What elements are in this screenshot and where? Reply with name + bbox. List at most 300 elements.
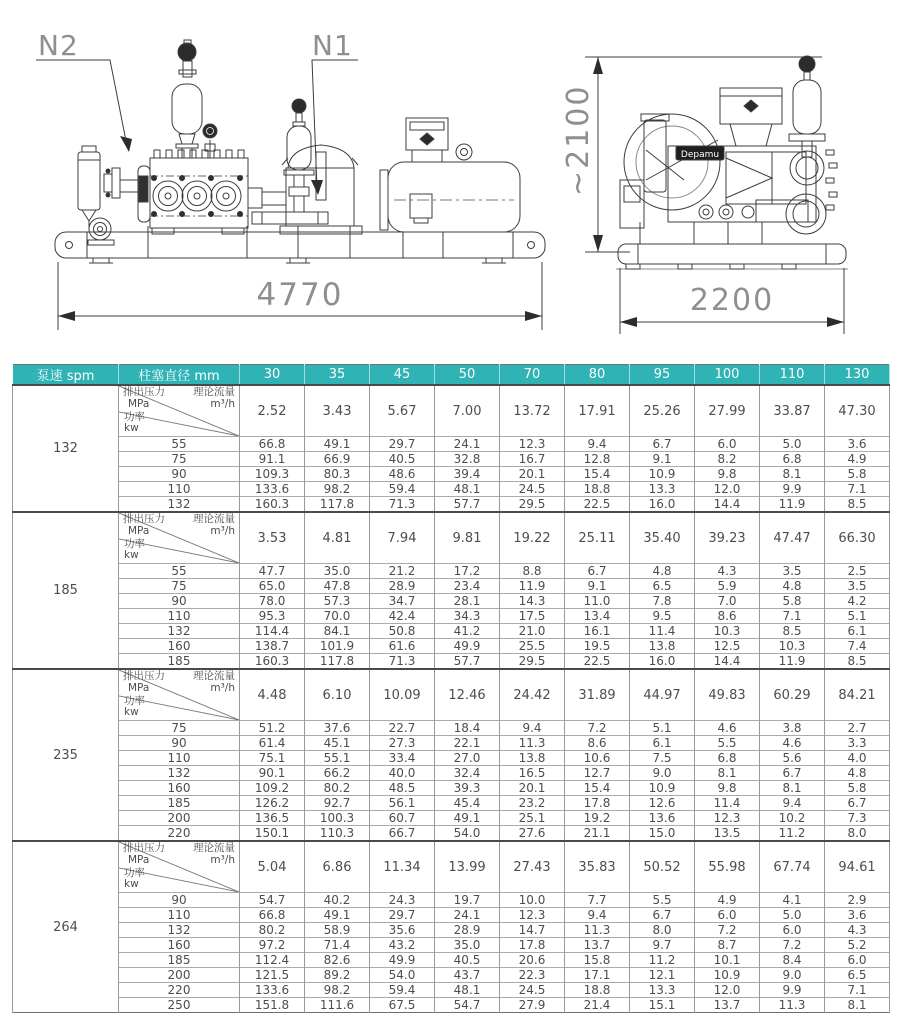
power-value-cell: 12.5 — [695, 639, 760, 654]
power-value-cell: 7.3 — [825, 811, 890, 826]
power-value-cell: 66.2 — [305, 766, 370, 781]
power-value-cell: 6.7 — [825, 796, 890, 811]
flow-value-cell: 9.81 — [435, 512, 500, 564]
flow-axis-label: 理论流量 m³/h — [193, 842, 235, 866]
flow-value-cell: 60.29 — [760, 669, 825, 721]
power-value-cell: 12.3 — [695, 811, 760, 826]
power-value-cell: 20.6 — [500, 953, 565, 968]
power-value-cell: 34.7 — [370, 594, 435, 609]
power-value-cell: 22.5 — [565, 497, 630, 513]
power-value-cell: 126.2 — [240, 796, 305, 811]
power-value-cell: 51.2 — [240, 721, 305, 736]
power-value-cell: 21.1 — [565, 826, 630, 842]
power-value-cell: 4.8 — [760, 579, 825, 594]
power-value-cell: 27.0 — [435, 751, 500, 766]
power-value-cell: 10.6 — [565, 751, 630, 766]
power-value-cell: 16.7 — [500, 452, 565, 467]
power-value-cell: 71.3 — [370, 654, 435, 670]
power-row — [13, 953, 890, 968]
power-value-cell: 78.0 — [240, 594, 305, 609]
power-value-cell: 12.0 — [695, 983, 760, 998]
pressure-cell: 220 — [119, 826, 240, 842]
power-value-cell: 70.0 — [305, 609, 370, 624]
power-value-cell: 66.7 — [370, 826, 435, 842]
power-value-cell: 5.8 — [825, 467, 890, 482]
power-value-cell: 5.9 — [695, 579, 760, 594]
power-row — [13, 893, 890, 908]
power-value-cell: 9.7 — [630, 938, 695, 953]
power-value-cell: 7.0 — [695, 594, 760, 609]
pressure-cell: 110 — [119, 482, 240, 497]
power-value-cell: 9.0 — [630, 766, 695, 781]
power-value-cell: 10.9 — [630, 467, 695, 482]
power-value-cell: 14.4 — [695, 654, 760, 670]
pressure-cell: 185 — [119, 796, 240, 811]
power-value-cell: 11.9 — [500, 579, 565, 594]
power-value-cell: 23.2 — [500, 796, 565, 811]
power-value-cell: 13.4 — [565, 609, 630, 624]
power-value-cell: 117.8 — [305, 497, 370, 513]
power-value-cell: 5.0 — [760, 908, 825, 923]
power-value-cell: 8.0 — [825, 826, 890, 842]
speed-cell: 132 — [13, 385, 119, 512]
power-value-cell: 28.1 — [435, 594, 500, 609]
diameter-value-header: 110 — [760, 365, 825, 386]
power-value-cell: 117.8 — [305, 654, 370, 670]
flow-value-cell: 4.48 — [240, 669, 305, 721]
flow-value-cell: 4.81 — [305, 512, 370, 564]
power-value-cell: 20.1 — [500, 781, 565, 796]
power-row — [13, 452, 890, 467]
power-value-cell: 59.4 — [370, 983, 435, 998]
flow-value-cell: 35.83 — [565, 841, 630, 893]
power-row — [13, 998, 890, 1013]
power-value-cell: 6.1 — [825, 624, 890, 639]
power-row — [13, 437, 890, 452]
flow-value-cell: 5.67 — [370, 385, 435, 437]
power-value-cell: 2.9 — [825, 893, 890, 908]
power-value-cell: 9.1 — [565, 579, 630, 594]
end-dampener — [789, 56, 825, 157]
power-value-cell: 40.2 — [305, 893, 370, 908]
power-value-cell: 48.1 — [435, 983, 500, 998]
power-value-cell: 8.5 — [760, 624, 825, 639]
power-value-cell: 11.2 — [760, 826, 825, 842]
power-value-cell: 22.3 — [500, 968, 565, 983]
power-value-cell: 49.1 — [435, 811, 500, 826]
power-value-cell: 121.5 — [240, 968, 305, 983]
diameter-column-header: 柱塞直径 mm — [119, 365, 240, 386]
flow-axis-label: 理论流量 m³/h — [193, 513, 235, 537]
flow-value-cell: 7.00 — [435, 385, 500, 437]
power-value-cell: 11.3 — [565, 923, 630, 938]
power-value-cell: 7.1 — [825, 482, 890, 497]
diameter-value-header: 50 — [435, 365, 500, 386]
power-value-cell: 12.7 — [565, 766, 630, 781]
power-value-cell: 50.8 — [370, 624, 435, 639]
power-value-cell: 8.6 — [565, 736, 630, 751]
power-value-cell: 21.0 — [500, 624, 565, 639]
power-value-cell: 7.4 — [825, 639, 890, 654]
power-value-cell: 11.0 — [565, 594, 630, 609]
power-value-cell: 19.7 — [435, 893, 500, 908]
corner-header-cell — [119, 841, 240, 893]
power-value-cell: 8.2 — [695, 452, 760, 467]
power-value-cell: 110.3 — [305, 826, 370, 842]
power-row — [13, 736, 890, 751]
power-value-cell: 7.1 — [825, 983, 890, 998]
power-value-cell: 109.2 — [240, 781, 305, 796]
power-value-cell: 10.2 — [760, 811, 825, 826]
power-value-cell: 54.0 — [370, 968, 435, 983]
power-value-cell: 29.5 — [500, 497, 565, 513]
flow-value-cell: 44.97 — [630, 669, 695, 721]
power-value-cell: 11.3 — [500, 736, 565, 751]
power-value-cell: 25.5 — [500, 639, 565, 654]
speed-column-header: 泵速 spm — [13, 365, 119, 386]
power-value-cell: 5.0 — [760, 437, 825, 452]
power-value-cell: 9.9 — [760, 983, 825, 998]
power-value-cell: 8.7 — [695, 938, 760, 953]
power-axis-label: 功率 kw — [124, 866, 145, 891]
standpipe — [78, 146, 100, 228]
power-row — [13, 796, 890, 811]
power-value-cell: 98.2 — [305, 983, 370, 998]
power-value-cell: 5.8 — [760, 594, 825, 609]
flow-value-cell: 2.52 — [240, 385, 305, 437]
flow-value-cell: 12.46 — [435, 669, 500, 721]
power-value-cell: 3.6 — [825, 437, 890, 452]
power-value-cell: 111.6 — [305, 998, 370, 1013]
power-value-cell: 6.8 — [695, 751, 760, 766]
power-value-cell: 8.6 — [695, 609, 760, 624]
power-value-cell: 80.2 — [305, 781, 370, 796]
power-value-cell: 8.5 — [825, 654, 890, 670]
power-value-cell: 9.4 — [565, 437, 630, 452]
power-value-cell: 7.7 — [565, 893, 630, 908]
power-row — [13, 579, 890, 594]
power-value-cell: 40.5 — [370, 452, 435, 467]
power-value-cell: 57.7 — [435, 654, 500, 670]
flow-value-cell: 49.83 — [695, 669, 760, 721]
flow-value-cell: 17.91 — [565, 385, 630, 437]
power-value-cell: 48.1 — [435, 482, 500, 497]
power-value-cell: 35.6 — [370, 923, 435, 938]
power-value-cell: 15.1 — [630, 998, 695, 1013]
power-value-cell: 6.0 — [760, 923, 825, 938]
speed-cell: 235 — [13, 669, 119, 841]
power-value-cell: 4.1 — [760, 893, 825, 908]
power-value-cell: 5.5 — [695, 736, 760, 751]
power-value-cell: 100.3 — [305, 811, 370, 826]
flow-value-cell: 5.04 — [240, 841, 305, 893]
power-value-cell: 12.3 — [500, 908, 565, 923]
power-value-cell: 133.6 — [240, 983, 305, 998]
power-value-cell: 12.6 — [630, 796, 695, 811]
flow-value-cell: 13.99 — [435, 841, 500, 893]
pressure-axis-label: 排出压力 MPa — [123, 513, 165, 537]
power-value-cell: 114.4 — [240, 624, 305, 639]
power-value-cell: 136.5 — [240, 811, 305, 826]
power-row — [13, 654, 890, 670]
pressure-cell: 160 — [119, 938, 240, 953]
power-value-cell: 55.1 — [305, 751, 370, 766]
flow-value-cell: 94.61 — [825, 841, 890, 893]
power-value-cell: 4.8 — [630, 564, 695, 579]
diameter-value-header: 100 — [695, 365, 760, 386]
pressure-cell: 75 — [119, 452, 240, 467]
flow-value-cell: 66.30 — [825, 512, 890, 564]
power-value-cell: 5.2 — [825, 938, 890, 953]
flow-value-cell: 13.72 — [500, 385, 565, 437]
flow-value-cell: 47.30 — [825, 385, 890, 437]
power-row — [13, 497, 890, 513]
power-row — [13, 594, 890, 609]
power-value-cell: 21.4 — [565, 998, 630, 1013]
pressure-cell: 110 — [119, 751, 240, 766]
label-n1: N1 — [312, 29, 353, 62]
power-value-cell: 40.0 — [370, 766, 435, 781]
power-value-cell: 12.1 — [630, 968, 695, 983]
end-view-machine — [620, 56, 837, 244]
power-value-cell: 84.1 — [305, 624, 370, 639]
power-value-cell: 4.6 — [695, 721, 760, 736]
pressure-cell: 75 — [119, 721, 240, 736]
power-value-cell: 11.4 — [695, 796, 760, 811]
power-row — [13, 983, 890, 998]
power-value-cell: 57.3 — [305, 594, 370, 609]
power-value-cell: 16.0 — [630, 654, 695, 670]
power-value-cell: 6.7 — [760, 766, 825, 781]
flow-value-cell: 3.53 — [240, 512, 305, 564]
power-value-cell: 90.1 — [240, 766, 305, 781]
power-value-cell: 28.9 — [435, 923, 500, 938]
power-value-cell: 9.8 — [695, 781, 760, 796]
power-value-cell: 4.3 — [825, 923, 890, 938]
power-value-cell: 15.4 — [565, 781, 630, 796]
pressure-cell: 220 — [119, 983, 240, 998]
power-value-cell: 16.1 — [565, 624, 630, 639]
pressure-cell: 250 — [119, 998, 240, 1013]
power-value-cell: 9.4 — [565, 908, 630, 923]
power-value-cell: 80.2 — [240, 923, 305, 938]
power-value-cell: 109.3 — [240, 467, 305, 482]
power-value-cell: 25.1 — [500, 811, 565, 826]
power-value-cell: 66.9 — [305, 452, 370, 467]
suction-flange — [104, 168, 138, 198]
flow-value-cell: 19.22 — [500, 512, 565, 564]
power-value-cell: 20.1 — [500, 467, 565, 482]
brand-label: Depamu — [680, 150, 720, 160]
power-value-cell: 5.1 — [825, 609, 890, 624]
flow-value-cell: 3.43 — [305, 385, 370, 437]
flow-axis-label: 理论流量 m³/h — [193, 386, 235, 410]
power-value-cell: 8.1 — [760, 467, 825, 482]
section-header-row — [13, 669, 890, 721]
pressure-cell: 110 — [119, 609, 240, 624]
power-value-cell: 5.1 — [630, 721, 695, 736]
diameter-value-header: 45 — [370, 365, 435, 386]
electric-motor — [380, 162, 520, 232]
power-value-cell: 5.6 — [760, 751, 825, 766]
power-value-cell: 17.5 — [500, 609, 565, 624]
power-value-cell: 18.8 — [565, 983, 630, 998]
power-value-cell: 10.9 — [695, 968, 760, 983]
power-value-cell: 10.3 — [760, 639, 825, 654]
power-value-cell: 3.3 — [825, 736, 890, 751]
n1-leader — [311, 60, 358, 195]
power-value-cell: 8.1 — [695, 766, 760, 781]
power-value-cell: 7.2 — [760, 938, 825, 953]
pressure-cell: 90 — [119, 736, 240, 751]
power-value-cell: 8.5 — [825, 497, 890, 513]
power-value-cell: 33.4 — [370, 751, 435, 766]
flow-value-cell: 6.86 — [305, 841, 370, 893]
power-value-cell: 8.8 — [500, 564, 565, 579]
flow-value-cell: 27.99 — [695, 385, 760, 437]
diameter-value-header: 30 — [240, 365, 305, 386]
power-value-cell: 11.9 — [760, 654, 825, 670]
power-axis-label: 功率 kw — [124, 537, 145, 562]
power-row — [13, 467, 890, 482]
power-value-cell: 59.4 — [370, 482, 435, 497]
valve-cover-flanges — [151, 175, 243, 217]
power-value-cell: 6.7 — [565, 564, 630, 579]
power-value-cell: 35.0 — [305, 564, 370, 579]
pressure-cell: 185 — [119, 953, 240, 968]
flow-value-cell: 11.34 — [370, 841, 435, 893]
power-value-cell: 17.8 — [565, 796, 630, 811]
power-value-cell: 32.8 — [435, 452, 500, 467]
power-value-cell: 17.2 — [435, 564, 500, 579]
flow-value-cell: 10.09 — [370, 669, 435, 721]
power-value-cell: 9.4 — [500, 721, 565, 736]
flow-value-cell: 6.10 — [305, 669, 370, 721]
power-value-cell: 9.4 — [760, 796, 825, 811]
power-value-cell: 82.6 — [305, 953, 370, 968]
base-skid-end — [616, 244, 848, 269]
power-value-cell: 9.0 — [760, 968, 825, 983]
power-value-cell: 11.4 — [630, 624, 695, 639]
power-value-cell: 89.2 — [305, 968, 370, 983]
power-value-cell: 11.9 — [760, 497, 825, 513]
power-value-cell: 24.5 — [500, 482, 565, 497]
power-value-cell: 14.7 — [500, 923, 565, 938]
power-value-cell: 15.4 — [565, 467, 630, 482]
power-value-cell: 150.1 — [240, 826, 305, 842]
power-value-cell: 7.1 — [760, 609, 825, 624]
pressure-cell: 90 — [119, 594, 240, 609]
power-row — [13, 564, 890, 579]
power-row — [13, 639, 890, 654]
power-value-cell: 39.4 — [435, 467, 500, 482]
power-value-cell: 42.4 — [370, 609, 435, 624]
power-value-cell: 8.1 — [825, 998, 890, 1013]
power-value-cell: 43.7 — [435, 968, 500, 983]
corner-header-cell — [119, 512, 240, 564]
power-value-cell: 6.5 — [825, 968, 890, 983]
power-value-cell: 13.3 — [630, 983, 695, 998]
flow-value-cell: 24.42 — [500, 669, 565, 721]
power-value-cell: 6.0 — [695, 437, 760, 452]
discharge-dampener — [284, 99, 314, 212]
flow-value-cell: 27.43 — [500, 841, 565, 893]
power-value-cell: 6.0 — [825, 953, 890, 968]
power-value-cell: 49.9 — [435, 639, 500, 654]
power-value-cell: 17.8 — [500, 938, 565, 953]
pressure-gauge-icon — [203, 124, 217, 158]
power-value-cell: 28.9 — [370, 579, 435, 594]
power-value-cell: 56.1 — [370, 796, 435, 811]
pressure-cell: 132 — [119, 497, 240, 513]
power-row — [13, 968, 890, 983]
power-value-cell: 54.0 — [435, 826, 500, 842]
power-value-cell: 21.2 — [370, 564, 435, 579]
power-value-cell: 4.6 — [760, 736, 825, 751]
power-value-cell: 6.7 — [630, 437, 695, 452]
power-value-cell: 80.3 — [305, 467, 370, 482]
gearbox — [280, 145, 362, 234]
pressure-cell: 55 — [119, 437, 240, 452]
pressure-cell: 200 — [119, 811, 240, 826]
power-value-cell: 29.5 — [500, 654, 565, 670]
power-value-cell: 37.6 — [305, 721, 370, 736]
flow-value-cell: 39.23 — [695, 512, 760, 564]
pressure-axis-label: 排出压力 MPa — [123, 386, 165, 410]
power-value-cell: 16.5 — [500, 766, 565, 781]
diameter-value-header: 95 — [630, 365, 695, 386]
power-value-cell: 34.3 — [435, 609, 500, 624]
power-value-cell: 8.4 — [760, 953, 825, 968]
power-value-cell: 18.4 — [435, 721, 500, 736]
power-value-cell: 8.0 — [630, 923, 695, 938]
flow-value-cell: 55.98 — [695, 841, 760, 893]
power-value-cell: 13.7 — [695, 998, 760, 1013]
power-value-cell: 4.9 — [695, 893, 760, 908]
flow-value-cell: 50.52 — [630, 841, 695, 893]
power-value-cell: 6.5 — [630, 579, 695, 594]
power-value-cell: 138.7 — [240, 639, 305, 654]
power-value-cell: 75.1 — [240, 751, 305, 766]
power-value-cell: 49.9 — [370, 953, 435, 968]
power-value-cell: 12.3 — [500, 437, 565, 452]
end-view-drawing — [560, 0, 900, 350]
power-value-cell: 22.1 — [435, 736, 500, 751]
power-value-cell: 6.7 — [630, 908, 695, 923]
power-value-cell: 66.8 — [240, 908, 305, 923]
power-value-cell: 47.7 — [240, 564, 305, 579]
diameter-value-header: 80 — [565, 365, 630, 386]
power-value-cell: 92.7 — [305, 796, 370, 811]
power-value-cell: 13.3 — [630, 482, 695, 497]
power-value-cell: 61.4 — [240, 736, 305, 751]
power-value-cell: 98.2 — [305, 482, 370, 497]
power-value-cell: 14.4 — [695, 497, 760, 513]
power-value-cell: 14.3 — [500, 594, 565, 609]
corner-header-cell — [119, 669, 240, 721]
n2-leader — [36, 60, 132, 152]
dim-length-text: 4770 — [256, 277, 344, 313]
power-value-cell: 15.0 — [630, 826, 695, 842]
flow-value-cell: 31.89 — [565, 669, 630, 721]
pressure-cell: 110 — [119, 908, 240, 923]
pressure-cell: 90 — [119, 467, 240, 482]
power-value-cell: 7.5 — [630, 751, 695, 766]
power-value-cell: 3.5 — [760, 564, 825, 579]
power-row — [13, 624, 890, 639]
power-value-cell: 7.2 — [695, 923, 760, 938]
power-value-cell: 3.5 — [825, 579, 890, 594]
